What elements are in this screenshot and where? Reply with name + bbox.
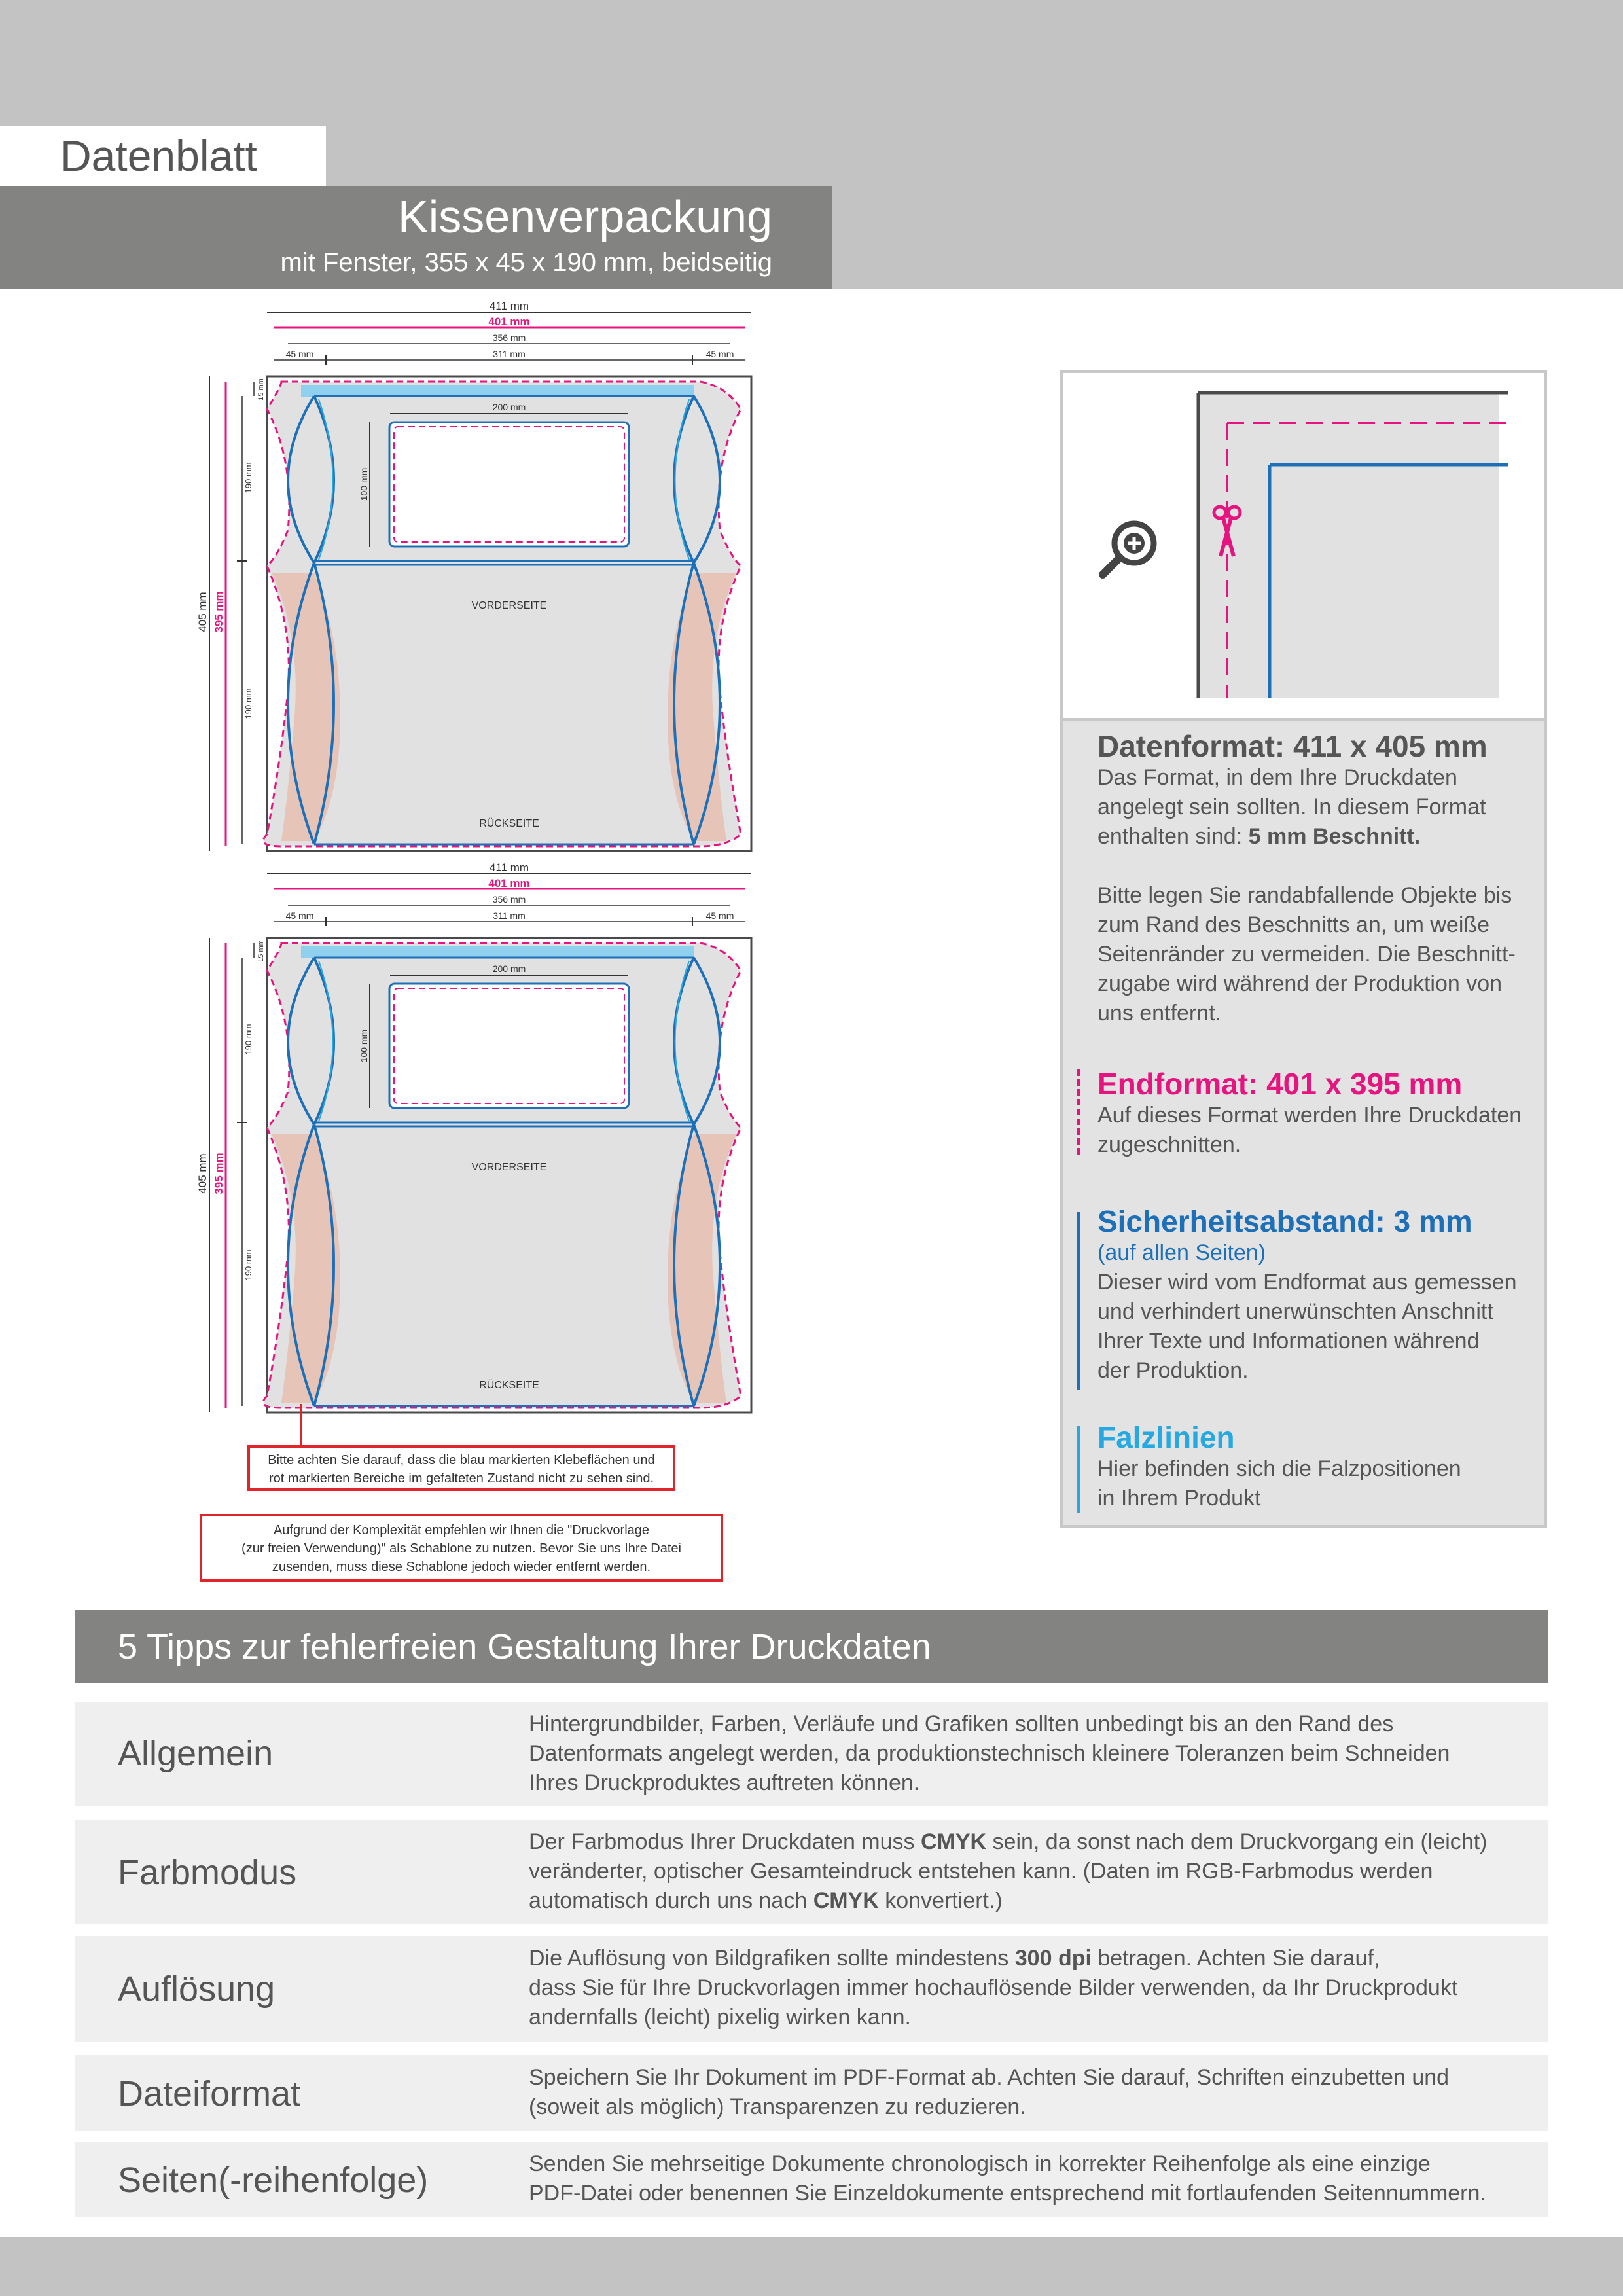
tip-line: Speichern Sie Ihr Dokument im PDF-Format ab. Achten Sie darauf, Schriften einzubetten und — [529, 2065, 1450, 2090]
sicherheit-marker — [1077, 1212, 1080, 1390]
tip-line: veränderter, optischer Gesamteindruck entstehen kann. (Daten im RGB-Farbmodus werden — [529, 1859, 1433, 1884]
datasheet-tab: Datenblatt — [0, 126, 326, 186]
template-top — [196, 300, 751, 851]
tip-row-dateiformat — [75, 2055, 1548, 2131]
page-title: Kissenverpackung — [398, 191, 772, 242]
tip-bold: CMYK — [813, 1888, 879, 1913]
tip-fragment: betragen. Achten Sie darauf, — [1091, 1946, 1380, 1971]
dim-end-height: 395 mm — [213, 1153, 225, 1194]
dim-total-height: 405 mm — [196, 1153, 209, 1194]
dim-side-left: 45 mm — [285, 910, 314, 921]
dim-side-right: 45 mm — [705, 349, 734, 359]
note1-line1: Bitte achten Sie darauf, dass die blau markierten Klebeflächen und — [268, 1453, 655, 1467]
tip-text — [529, 1710, 1524, 1798]
tip-fragment: Die Auflösung von Bildgrafiken sollte mindestens — [529, 1946, 1015, 1971]
tip-line — [529, 1827, 1524, 1857]
dim-window-width: 200 mm — [492, 402, 526, 412]
dim-middle: 311 mm — [493, 910, 526, 921]
sicherheit-sub: (auf allen Seiten) — [1097, 1240, 1266, 1265]
template-bottom — [196, 861, 751, 1412]
legend-endformat — [1097, 1067, 1543, 1160]
note2-line1: Aufgrund der Komplexität empfehlen wir Ihnen die "Druckvorlage — [273, 1523, 650, 1537]
tip-line: Datenformats angelegt werden, da produktionstechnisch kleinere Toleranzen beim Schneiden — [529, 1741, 1450, 1766]
title-box — [0, 186, 832, 289]
dim-window-height: 100 mm — [359, 1029, 369, 1063]
bleed-corner-illustration — [1063, 373, 1544, 715]
dim-middle: 311 mm — [493, 349, 526, 359]
legend-illustration — [1063, 373, 1544, 718]
note2-line3: zusenden, muss diese Schablone jedoch wieder entfernt werden. — [272, 1560, 651, 1574]
dim-panel-back: 190 mm — [243, 1249, 253, 1281]
dim-side-right: 45 mm — [705, 910, 734, 921]
dim-window-width: 200 mm — [492, 963, 526, 974]
datenformat-line: Bitte legen Sie randabfallende Objekte bis — [1097, 883, 1512, 908]
endformat-heading: Endformat: 401 x 395 mm — [1097, 1067, 1463, 1101]
datenformat-line: zum Rand des Beschnitts an, um weiße — [1097, 912, 1490, 937]
sicherheit-line: der Produktion. — [1097, 1358, 1249, 1383]
tip-row-seitenreihenfolge — [75, 2142, 1548, 2217]
dim-end-width: 401 mm — [488, 315, 530, 328]
tip-fragment: Der Farbmodus Ihrer Druckdaten muss — [529, 1829, 921, 1854]
datenformat-text: enthalten sind: — [1097, 824, 1249, 849]
dim-panel-back: 190 mm — [243, 688, 253, 719]
datenformat-line: uns entfernt. — [1097, 1001, 1222, 1026]
datenformat-heading: Datenformat: 411 x 405 mm — [1097, 729, 1488, 763]
legend-datenformat — [1097, 729, 1543, 1028]
dim-total-height: 405 mm — [196, 592, 209, 632]
tip-text — [529, 1944, 1524, 2032]
dim-inner-width: 356 mm — [492, 894, 526, 905]
endformat-marker — [1077, 1069, 1083, 1155]
dim-panel-front: 190 mm — [243, 462, 253, 493]
datenformat-line: Das Format, in dem Ihre Druckdaten — [1097, 765, 1457, 790]
tip-fragment: konvertiert.) — [878, 1888, 1003, 1913]
dim-total-width: 411 mm — [489, 861, 529, 874]
sicherheit-heading: Sicherheitsabstand: 3 mm — [1097, 1204, 1472, 1238]
dim-side-left: 45 mm — [285, 349, 314, 359]
dim-panel-front: 190 mm — [243, 1024, 253, 1055]
tip-fragment: sein, da sonst nach dem Druckvorgang ein (leicht) — [986, 1829, 1488, 1854]
label-front: VORDERSEITE — [471, 600, 547, 611]
tip-label: Dateiformat — [118, 2074, 301, 2113]
pillow-box-template-diagram — [190, 298, 766, 1594]
label-back: RÜCKSEITE — [479, 1380, 539, 1391]
tip-text — [529, 2149, 1524, 2208]
tip-line — [529, 1886, 1524, 1916]
datenformat-line: Seitenränder zu vermeiden. Die Beschnitt- — [1097, 942, 1516, 967]
falz-heading: Falzlinien — [1097, 1420, 1235, 1454]
zoom-in-icon — [1103, 524, 1154, 575]
dim-window-height: 100 mm — [359, 467, 369, 501]
sicherheit-line: Ihrer Texte und Informationen während — [1097, 1329, 1480, 1354]
falz-marker — [1077, 1426, 1080, 1513]
template-usage-note — [200, 1514, 723, 1582]
dim-end-width: 401 mm — [488, 877, 530, 889]
tip-line: dass Sie für Ihre Druckvorlagen immer hochauflösende Bilder verwenden, da Ihr Druckprodukt — [529, 1975, 1458, 2000]
tip-line: (soweit als möglich) Transparenzen zu reduzieren. — [529, 2094, 1026, 2119]
tip-line: andernfalls (leicht) pixelig wirken kann. — [529, 2005, 911, 2030]
tip-fragment: automatisch durch uns nach — [529, 1888, 813, 1913]
tip-row-farbmodus — [75, 1820, 1548, 1924]
datenformat-line: zugabe wird während der Produktion von — [1097, 971, 1503, 996]
tips-header: 5 Tipps zur fehlerfreien Gestaltung Ihrer Druckdaten — [75, 1610, 1548, 1683]
dim-inner-width: 356 mm — [492, 332, 526, 343]
bottom-band — [0, 2237, 1623, 2296]
falz-line: in Ihrem Produkt — [1097, 1486, 1261, 1511]
tip-label: Auflösung — [118, 1969, 276, 2009]
tip-text — [529, 1827, 1524, 1916]
dim-end-height: 395 mm — [213, 591, 225, 633]
glue-area-note — [247, 1445, 675, 1491]
tip-bold: CMYK — [920, 1829, 987, 1854]
tip-line: Senden Sie mehrseitige Dokumente chronologisch in korrekter Reihenfolge als eine einzige — [529, 2151, 1431, 2176]
tip-label: Farbmodus — [118, 1853, 297, 1892]
legend-descriptions — [1063, 718, 1544, 1525]
tip-text — [529, 2063, 1524, 2122]
tip-row-allgemein — [75, 1702, 1548, 1806]
datenformat-line: angelegt sein sollten. In diesem Format — [1097, 795, 1486, 819]
dim-flap: 15 mm — [257, 940, 265, 962]
datenformat-bleed-value: 5 mm Beschnitt. — [1248, 824, 1421, 849]
endformat-line: zugeschnitten. — [1097, 1132, 1241, 1157]
label-back: RÜCKSEITE — [479, 818, 539, 829]
tip-line: Ihres Druckproduktes auftreten können. — [529, 1770, 920, 1795]
tip-line: PDF-Datei oder benennen Sie Einzeldokumente entsprechend mit fortlaufenden Seitennummern. — [529, 2181, 1486, 2206]
note1-line2: rot markierten Bereiche im gefalteten Zustand nicht zu sehen sind. — [268, 1471, 654, 1486]
page-subtitle: mit Fenster, 355 x 45 x 190 mm, beidseitig — [280, 248, 772, 277]
tip-label: Allgemein — [118, 1734, 274, 1773]
tip-row-aufloesung — [75, 1936, 1548, 2042]
legend-panel — [1060, 370, 1547, 1528]
legend-falzlinien — [1097, 1420, 1543, 1513]
datenformat-line — [1097, 822, 1543, 852]
sicherheit-line: Dieser wird vom Endformat aus gemessen — [1097, 1270, 1517, 1295]
tip-line: Hintergrundbilder, Farben, Verläufe und Grafiken sollten unbedingt bis an den Rand des — [529, 1712, 1394, 1736]
note2-line2: (zur freien Verwendung)" als Schablone zu nutzen. Bevor Sie uns Ihre Datei — [241, 1541, 681, 1556]
endformat-line: Auf dieses Format werden Ihre Druckdaten — [1097, 1103, 1522, 1128]
sicherheit-line: und verhindert unerwünschten Anschnitt — [1097, 1299, 1493, 1324]
dim-flap: 15 mm — [257, 378, 265, 401]
tip-bold: 300 dpi — [1014, 1946, 1092, 1971]
falz-line: Hier befinden sich die Falzpositionen — [1097, 1456, 1461, 1481]
label-front: VORDERSEITE — [471, 1162, 547, 1173]
tip-line — [529, 1944, 1524, 1973]
legend-sicherheitsabstand — [1097, 1204, 1543, 1386]
dim-total-width: 411 mm — [489, 300, 529, 312]
tip-label: Seiten(-reihenfolge) — [118, 2161, 429, 2200]
